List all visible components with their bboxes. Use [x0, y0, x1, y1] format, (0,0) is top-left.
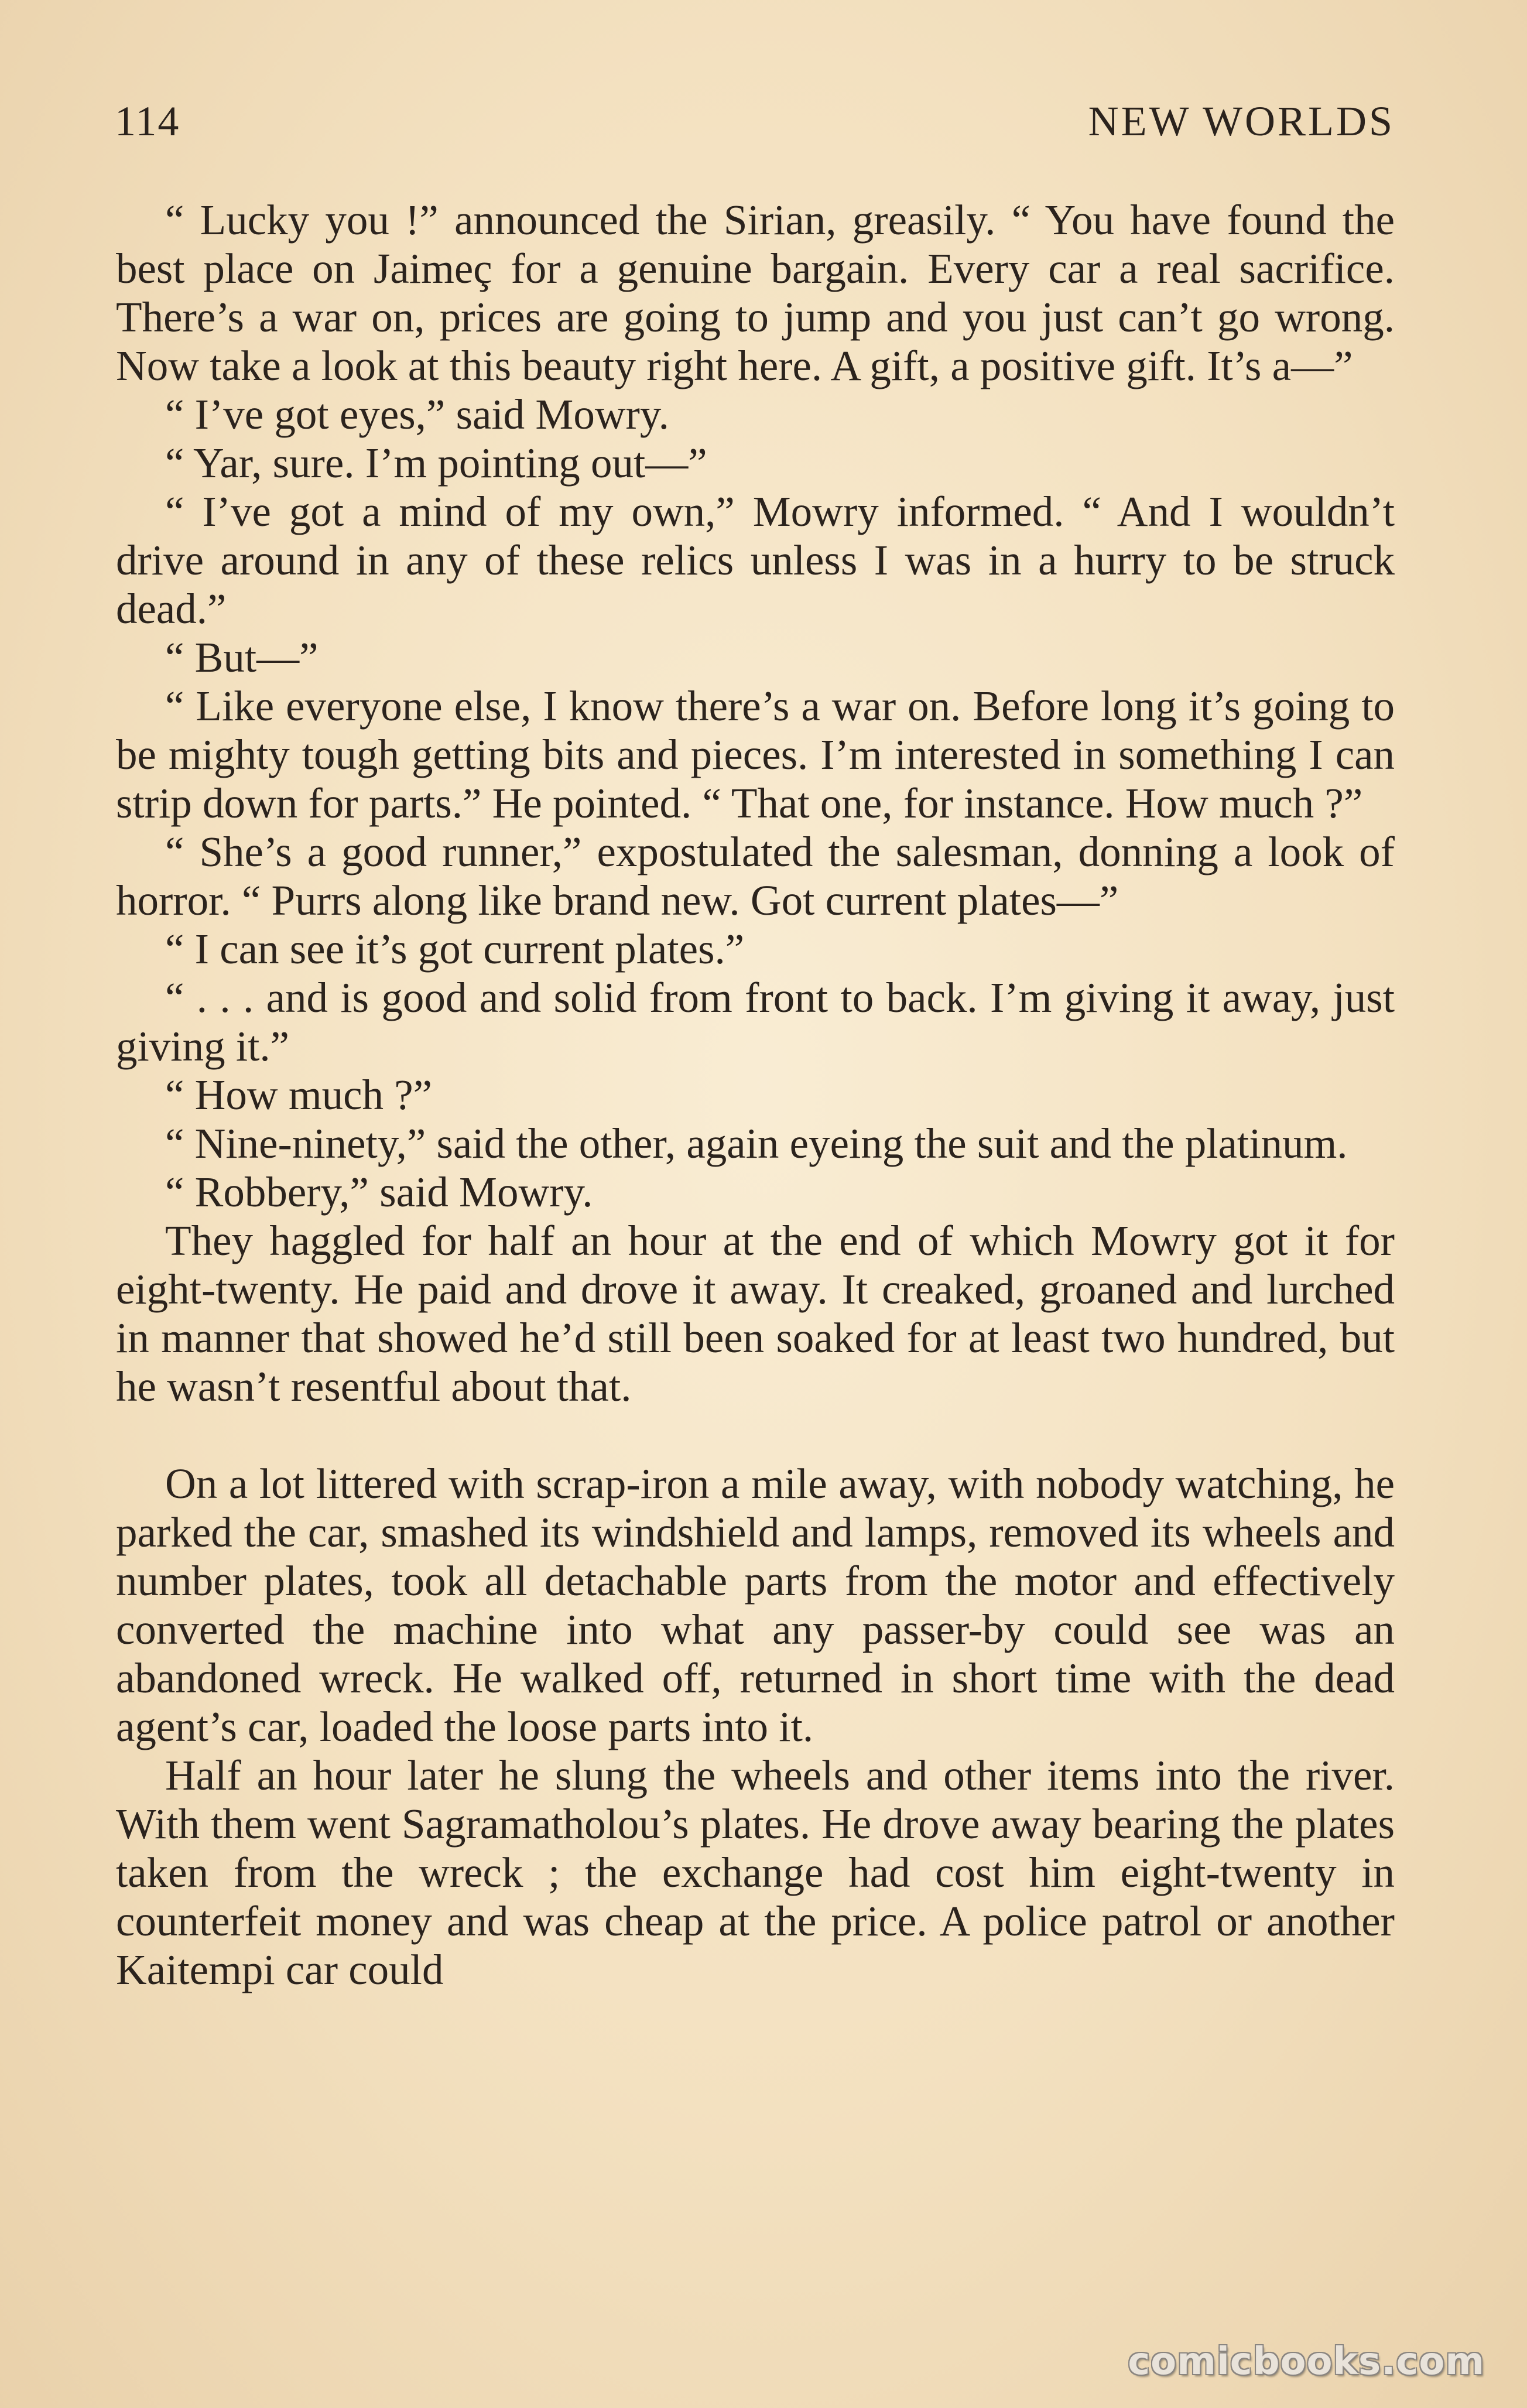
paragraph: “ Nine-ninety,” said the other, again eyeing the suit and the platinum.: [165, 1120, 1348, 1167]
running-head: NEW WORLDS: [1088, 98, 1395, 145]
paragraph: “ Yar, sure. I’m pointing out—”: [165, 439, 707, 487]
paragraph: “ But—”: [165, 634, 319, 681]
paragraph: “ She’s a good runner,” expostulated the salesman, donning a look of horror. “ Purrs along like brand new. Got current plates—”: [116, 828, 1395, 924]
paragraph: “ Lucky you !” announced the Sirian, greasily. “ You have found the best place on Jaimeç for a genuine bargain. Every car a real sacrifice. There’s a war on, prices are going to jump and you just can’t go wrong. Now take a look at this beauty right here. A gift, a positive gift. It’s a—”: [116, 196, 1395, 389]
paragraph: “ . . . and is good and solid from front to back. I’m giving it away, just giving it.”: [116, 974, 1395, 1070]
paragraph: Half an hour later he slung the wheels and other items into the river. With them went Sagramatholou’s plates. He drove away bearing the plates taken from the wreck ; the exchange had cost him eight-twenty in counterfeit money and was cheap at the price. A police patrol or another Kaitempi car could: [116, 1752, 1395, 1993]
paragraph: On a lot littered with scrap-iron a mile away, with nobody watching, he parked the car, smashed its windshield and lamps, removed its wheels and number plates, took all detachable parts from the motor and effectively converted the machine into what any passer-by could see was an abandoned wreck. He walked off, returned in short time with the dead agent’s car, loaded the loose parts into it.: [116, 1460, 1395, 1750]
paragraph: They haggled for half an hour at the end of which Mowry got it for eight-twenty. He paid and drove it away. It creaked, groaned and lurched in manner that showed he’d still been soaked for at least two hundred, but he wasn’t resentful about that.: [116, 1217, 1395, 1410]
paragraph: “ Robbery,” said Mowry.: [165, 1168, 593, 1216]
paragraph: “ How much ?”: [165, 1071, 433, 1119]
paragraph: “ I’ve got a mind of my own,” Mowry informed. “ And I wouldn’t drive around in any of these relics unless I was in a hurry to be struck dead.”: [116, 488, 1395, 632]
body-text: [116, 196, 1395, 1994]
paragraph: “ Like everyone else, I know there’s a war on. Before long it’s going to be mighty tough getting bits and pieces. I’m interested in something I can strip down for parts.” He pointed. “ That one, for instance. How much ?”: [116, 682, 1395, 827]
watermark-logo: comicbooks.com: [1128, 2340, 1485, 2383]
page-header: [115, 97, 1395, 150]
paragraph: “ I can see it’s got current plates.”: [165, 925, 745, 973]
page-number: 114: [115, 98, 180, 145]
paragraph: “ I’ve got eyes,” said Mowry.: [165, 391, 669, 438]
